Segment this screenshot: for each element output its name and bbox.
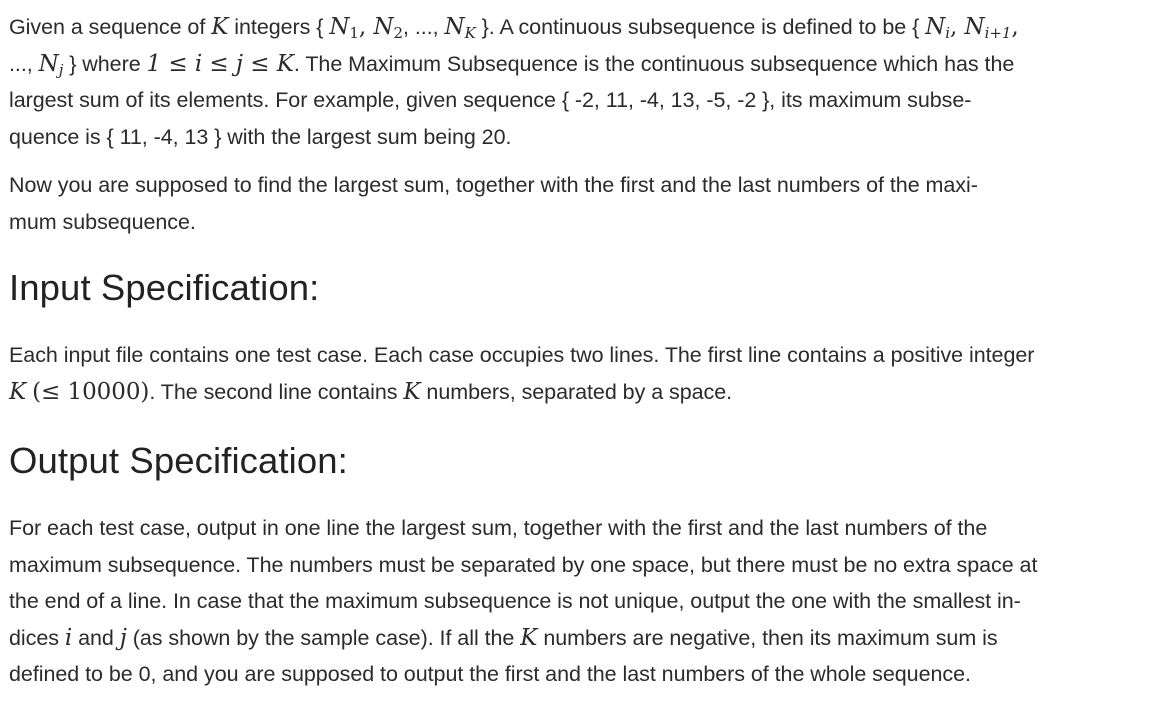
math-sub: j <box>58 60 64 79</box>
task-paragraph <box>9 167 1160 240</box>
text: , <box>950 14 965 40</box>
text: numbers, separated by a space. <box>420 379 733 404</box>
math-k: K <box>211 14 229 40</box>
text: . The second line contains <box>149 379 404 404</box>
math-inequality: 1 ≤ i ≤ j ≤ K <box>146 50 294 77</box>
text: Now you are supposed to find the largest sum, together with the first and the last numbers of the maxi- <box>9 173 978 197</box>
text: the end of a line. In case that the maximum subsequence is not unique, output the one with the smallest in- <box>9 589 1021 613</box>
output-spec-paragraph <box>9 510 1160 693</box>
output-spec-heading: Output Specification: <box>9 440 348 481</box>
math-sub: i+1 <box>984 24 1012 42</box>
text: integers { <box>228 15 330 39</box>
text: , ..., <box>403 15 445 39</box>
text: . The Maximum Subsequence is the continuous subsequence which has the <box>293 51 1015 76</box>
input-spec-paragraph <box>9 337 1160 410</box>
text: Each input file contains one test case. Each case occupies two lines. The first line contains a positive integer <box>9 343 1035 367</box>
math-n: N <box>444 14 465 40</box>
text: Given a sequence of <box>9 15 212 39</box>
text: }. A continuous subsequence is defined to be { <box>475 15 926 39</box>
math-sub: 2 <box>393 24 404 42</box>
math-sub: i <box>945 24 951 42</box>
text: , <box>1011 14 1019 40</box>
math-k: K <box>9 378 27 405</box>
math-n: N <box>373 14 394 40</box>
math-k: K <box>403 378 421 405</box>
text: dices <box>9 625 65 650</box>
text: For each test case, output in one line the largest sum, together with the first and the last numbers of the <box>9 516 988 540</box>
text: and <box>72 625 120 650</box>
math-n: N <box>964 14 985 40</box>
text: mum subsequence. <box>9 209 196 234</box>
text: numbers are negative, then its maximum sum is <box>537 625 998 650</box>
math-sub: K <box>464 24 476 42</box>
text: (as shown by the sample case). If all the <box>126 625 521 650</box>
text: } where <box>63 51 147 76</box>
text: quence is { 11, -4, 13 } with the largest sum being 20. <box>9 124 512 149</box>
math-n: N <box>329 14 350 40</box>
math-sub: 1 <box>349 24 359 42</box>
math-bound: (≤ 10000) <box>32 378 150 405</box>
text: maximum subsequence. The numbers must be separated by one space, but there must be no extra space at <box>9 552 1038 577</box>
text: largest sum of its elements. For example, given sequence { -2, 11, -4, 13, -5, -2 }, its maximum subse- <box>9 88 972 112</box>
intro-paragraph <box>9 9 1160 155</box>
math-j: j <box>119 624 127 651</box>
math-n: N <box>38 50 59 77</box>
math-n: N <box>925 14 946 40</box>
math-k: K <box>520 624 538 651</box>
text: ..., <box>9 51 39 76</box>
math-i: i <box>64 624 73 651</box>
input-spec-heading: Input Specification: <box>9 267 320 308</box>
text: defined to be 0, and you are supposed to output the first and the last numbers of the whole sequence. <box>9 662 971 686</box>
text: , <box>358 14 374 40</box>
